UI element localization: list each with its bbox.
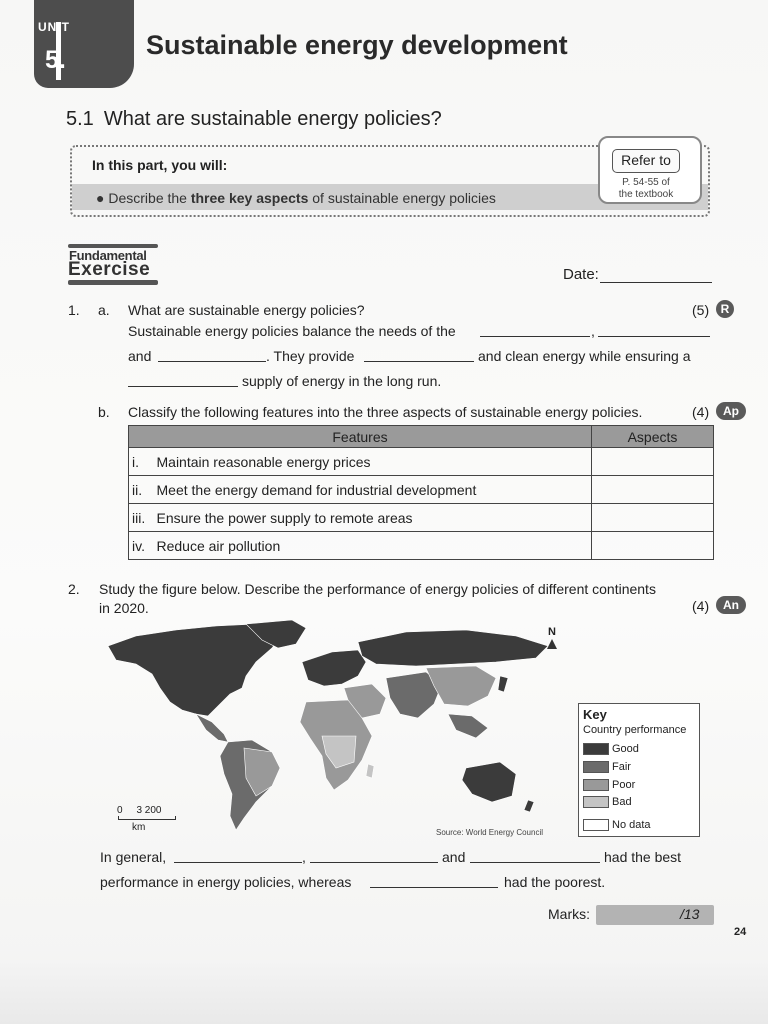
q2-blank-2[interactable] — [310, 862, 438, 863]
key-label: Bad — [612, 796, 632, 808]
q2-blank-4[interactable] — [370, 887, 498, 888]
page-bottom-edge — [0, 960, 768, 1024]
map-key-subtitle: Country performance — [583, 724, 687, 736]
map-madagascar — [366, 764, 374, 778]
swatch-good — [583, 743, 609, 755]
refer-to-label: Refer to — [612, 149, 680, 173]
row-feature: Reduce air pollution — [151, 532, 592, 560]
q2-question-line2: in 2020. — [99, 600, 149, 616]
objective-text-pre: Describe the — [108, 190, 191, 206]
key-item-bad — [583, 796, 632, 808]
q1b-question: Classify the following features into the three aspects of sustainable energy policies. — [128, 404, 643, 420]
row-numeral: ii. — [129, 476, 151, 504]
marks-total: /13 — [680, 906, 700, 922]
section-number: 5.1 — [66, 108, 94, 130]
unit-number: 5. — [45, 46, 66, 74]
page-number: 24 — [734, 926, 747, 938]
swatch-no-data — [583, 819, 609, 831]
exercise-label-bar-bottom — [68, 280, 158, 285]
table-row — [129, 532, 714, 560]
row-feature: Ensure the power supply to remote areas — [151, 504, 592, 532]
key-label: Poor — [612, 779, 636, 791]
q2-marks: (4) — [692, 598, 710, 614]
scale-numbers: 0 3 200 — [117, 805, 162, 816]
table-row — [129, 448, 714, 476]
bullet-dot-icon: ● — [96, 190, 109, 206]
map-new-zealand — [524, 800, 534, 812]
q1a-blank-1[interactable] — [480, 336, 590, 337]
q1a-supply: supply of energy in the long run. — [242, 373, 442, 389]
map-russia — [358, 630, 548, 666]
q1a-blank-2[interactable] — [598, 336, 710, 337]
objective-text-post: of sustainable energy policies — [308, 190, 496, 206]
q2-blank-1[interactable] — [174, 862, 302, 863]
key-label: No data — [612, 819, 651, 831]
table-row — [129, 504, 714, 532]
row-aspect-answer[interactable] — [592, 448, 714, 476]
q2-question-line1: Study the figure below. Describe the performance of energy policies of different continents — [99, 581, 656, 597]
exercise-label-main: Exercise — [68, 259, 151, 280]
q2-blank-3[interactable] — [470, 862, 600, 863]
key-label: Good — [612, 743, 639, 755]
north-arrow-icon — [547, 639, 557, 649]
date-field[interactable] — [600, 282, 712, 283]
q2-answer-intro: In general, — [100, 849, 167, 865]
q1a-clean-energy: and clean energy while ensuring a — [478, 348, 691, 364]
map-key-title: Key — [583, 707, 607, 722]
q1a-they-provide: . They provide — [266, 348, 355, 364]
date-label: Date: — [563, 266, 599, 283]
q1-number: 1. — [68, 302, 80, 318]
map-source: Source: World Energy Council — [436, 828, 544, 837]
q1a-skill-badge: R — [716, 300, 734, 318]
table-header-row — [129, 426, 714, 448]
features-header: Features — [129, 426, 592, 448]
features-table — [128, 425, 714, 560]
section-title — [66, 108, 442, 131]
q1a-line1: Sustainable energy policies balance the needs of the — [128, 323, 456, 339]
q2-number: 2. — [68, 581, 80, 597]
refer-source: the textbook — [618, 189, 674, 200]
key-item-poor — [583, 779, 635, 791]
section-title-text: What are sustainable energy policies? — [103, 108, 442, 130]
scale-unit: km — [132, 822, 146, 833]
exercise-label-top: Fundamental — [69, 248, 147, 263]
q1b-marks: (4) — [692, 404, 710, 420]
map-europe — [302, 650, 366, 686]
refer-note — [606, 177, 686, 201]
q1a-blank-4[interactable] — [364, 361, 474, 362]
key-item-good — [583, 743, 639, 755]
q2-answer-best: had the best — [604, 849, 682, 865]
row-feature: Maintain reasonable energy prices — [151, 448, 592, 476]
swatch-bad — [583, 796, 609, 808]
swatch-poor — [583, 779, 609, 791]
q1a-question: What are sustainable energy policies? — [128, 302, 365, 318]
q1a-marks: (5) — [692, 302, 710, 318]
north-label: N — [548, 626, 556, 638]
q2-skill-badge: An — [716, 596, 746, 614]
in-this-part-heading: In this part, you will: — [92, 157, 228, 173]
world-map-drawing — [96, 618, 574, 844]
row-aspect-answer[interactable] — [592, 476, 714, 504]
map-central-america — [196, 714, 228, 742]
world-map — [96, 618, 574, 844]
row-aspect-answer[interactable] — [592, 504, 714, 532]
map-australia — [462, 762, 516, 802]
map-north-america — [108, 624, 284, 716]
key-label: Fair — [612, 761, 631, 773]
key-item-fair — [583, 761, 631, 773]
map-east-asia — [426, 666, 496, 706]
swatch-fair — [583, 761, 609, 773]
q1a-blank-5[interactable] — [128, 386, 238, 387]
q1a-and: and — [128, 348, 152, 364]
q1a-blank-3[interactable] — [158, 361, 266, 362]
map-japan — [498, 676, 508, 692]
q2-answer-and: and — [442, 849, 466, 865]
q2-answer-poorest: had the poorest. — [504, 874, 606, 890]
row-numeral: iii. — [129, 504, 151, 532]
objective-text-bold: three key aspects — [190, 190, 309, 206]
q2-answer-comma: , — [302, 849, 306, 865]
q1a-letter: a. — [98, 302, 110, 318]
map-southeast-asia — [448, 714, 488, 738]
row-numeral: i. — [129, 448, 151, 476]
row-aspect-answer[interactable] — [592, 532, 714, 560]
row-numeral: iv. — [129, 532, 151, 560]
scale-bar — [118, 816, 176, 820]
unit-word: UNIT — [38, 20, 70, 34]
aspects-header: Aspects — [592, 426, 714, 448]
table-row — [129, 476, 714, 504]
objective-bullet — [96, 190, 496, 206]
key-item-no-data — [583, 819, 651, 831]
row-feature: Meet the energy demand for industrial development — [151, 476, 592, 504]
unit-title: Sustainable energy development — [146, 30, 568, 60]
q1b-letter: b. — [98, 404, 110, 420]
marks-label: Marks: — [548, 906, 590, 922]
q1b-skill-badge: Ap — [716, 402, 746, 420]
q2-answer-line2: performance in energy policies, whereas — [100, 874, 352, 890]
q1a-comma: , — [591, 323, 595, 339]
refer-pages: P. 54-55 of — [622, 177, 670, 188]
